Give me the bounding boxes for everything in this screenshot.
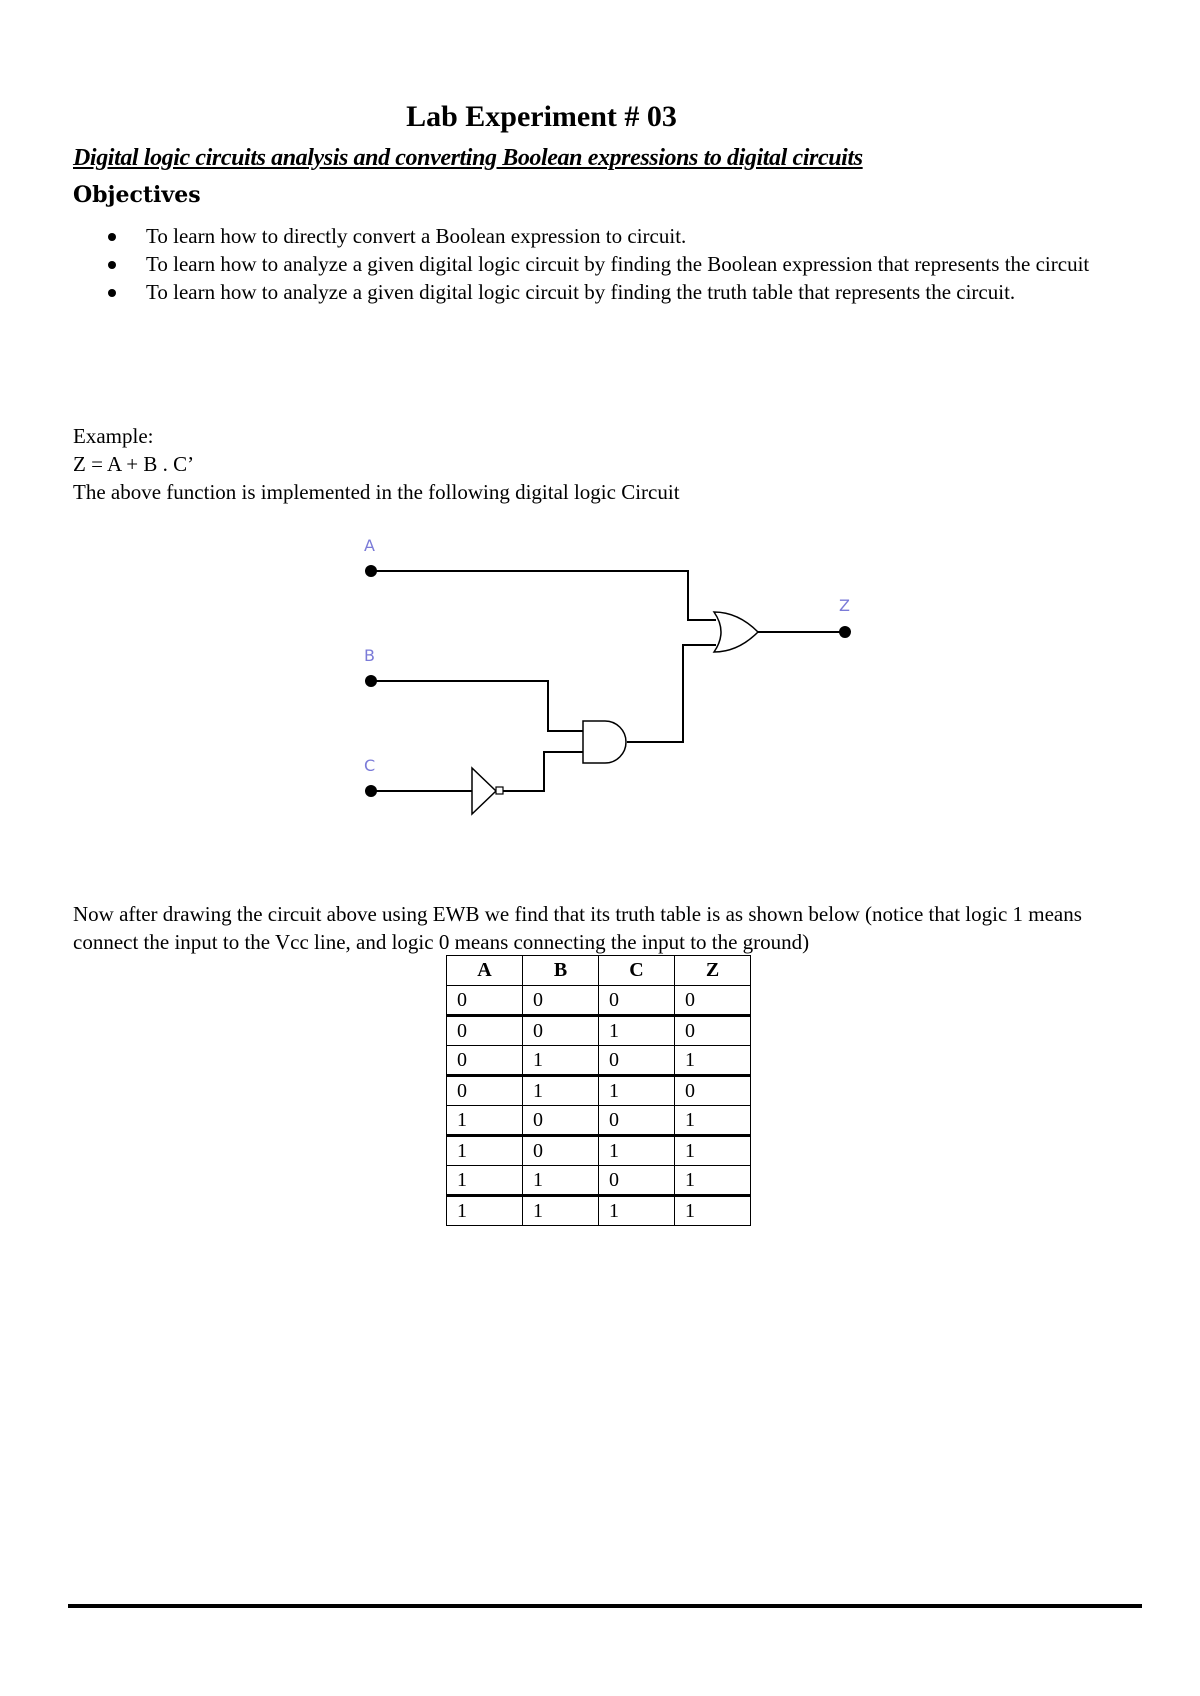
page-title: Lab Experiment # 03 <box>406 100 677 133</box>
table-cell: 1 <box>675 1046 751 1076</box>
table-cell: 1 <box>675 1136 751 1166</box>
not-gate <box>472 768 503 814</box>
circuit-label-a: A <box>364 536 375 555</box>
truth-table-intro: Now after drawing the circuit above using EWB we find that its truth table is as shown below (notice that logic 1 means connect the input to the Vcc line, and logic 0 means connecting the input to the ground) <box>73 902 1082 954</box>
table-cell: 1 <box>523 1196 599 1226</box>
table-cell: 0 <box>523 1136 599 1166</box>
terminal-z <box>839 626 851 638</box>
table-cell: 1 <box>599 1196 675 1226</box>
page-subtitle: Digital logic circuits analysis and converting Boolean expressions to digital circuits <box>73 145 863 171</box>
wire-not-out <box>503 752 583 791</box>
and-gate <box>583 721 626 763</box>
table-row <box>447 1046 751 1076</box>
table-row <box>447 1136 751 1166</box>
table-cell: 1 <box>599 1016 675 1046</box>
terminal-c <box>365 785 377 797</box>
table-cell: 1 <box>599 1076 675 1106</box>
example-expression: Z = A + B . C’ <box>73 452 195 476</box>
table-cell: 0 <box>599 1166 675 1196</box>
table-cell: 1 <box>447 1166 523 1196</box>
table-header-cell: A <box>447 956 523 986</box>
table-row <box>447 1106 751 1136</box>
table-cell: 1 <box>599 1136 675 1166</box>
table-cell: 1 <box>523 1076 599 1106</box>
objective-text: To learn how to directly convert a Boolean expression to circuit. <box>146 224 687 248</box>
table-cell: 1 <box>675 1106 751 1136</box>
objectives-heading: Objectives <box>73 182 201 208</box>
table-cell: 0 <box>599 1046 675 1076</box>
table-row <box>447 986 751 1016</box>
table-row <box>447 1196 751 1226</box>
circuit-label-z: Z <box>839 596 850 615</box>
table-cell: 0 <box>447 1046 523 1076</box>
table-cell: 0 <box>675 986 751 1016</box>
wire-b <box>371 681 583 731</box>
table-header-cell: Z <box>675 956 751 986</box>
objective-text: To learn how to analyze a given digital logic circuit by finding the truth table that represents the circuit. <box>146 280 1016 304</box>
table-row <box>447 1166 751 1196</box>
circuit-label-b: B <box>364 646 375 665</box>
example-description: The above function is implemented in the following digital logic Circuit <box>73 480 680 504</box>
table-cell: 1 <box>523 1046 599 1076</box>
table-cell: 0 <box>523 1016 599 1046</box>
table-cell: 0 <box>447 1076 523 1106</box>
terminal-a <box>365 565 377 577</box>
table-cell: 1 <box>447 1196 523 1226</box>
table-cell: 1 <box>447 1136 523 1166</box>
table-cell: 0 <box>599 986 675 1016</box>
terminal-b <box>365 675 377 687</box>
table-cell: 1 <box>523 1166 599 1196</box>
table-cell: 0 <box>599 1106 675 1136</box>
table-cell: 1 <box>675 1166 751 1196</box>
table-header-cell: C <box>599 956 675 986</box>
example-label: Example: <box>73 424 154 448</box>
table-header-cell: B <box>523 956 599 986</box>
table-cell: 0 <box>447 1016 523 1046</box>
table-header-row <box>447 956 751 986</box>
circuit-label-c: C <box>364 756 376 775</box>
table-cell: 0 <box>447 986 523 1016</box>
table-cell: 0 <box>523 986 599 1016</box>
table-cell: 0 <box>675 1016 751 1046</box>
table-row <box>447 1016 751 1046</box>
table-cell: 1 <box>447 1106 523 1136</box>
table-row <box>447 1076 751 1106</box>
table-cell: 0 <box>523 1106 599 1136</box>
wire-a <box>371 571 716 620</box>
objective-text: To learn how to analyze a given digital logic circuit by finding the Boolean expression that represents the circuit <box>146 252 1090 276</box>
wire-and-out <box>627 645 716 742</box>
footer-rule <box>68 1604 1142 1608</box>
or-gate <box>714 612 758 652</box>
table-cell: 1 <box>675 1196 751 1226</box>
truth-table <box>446 955 751 1226</box>
table-cell: 0 <box>675 1076 751 1106</box>
